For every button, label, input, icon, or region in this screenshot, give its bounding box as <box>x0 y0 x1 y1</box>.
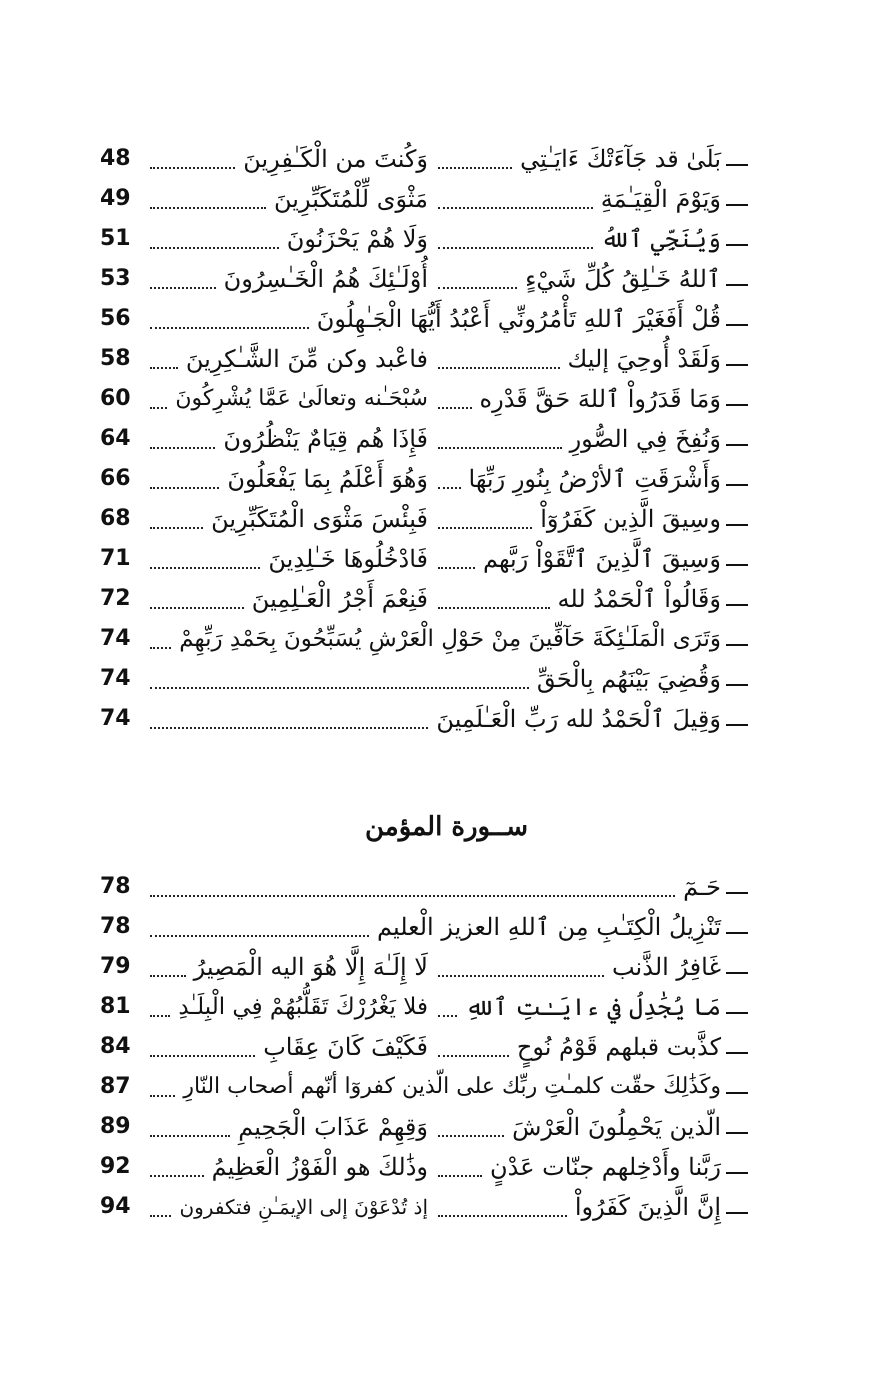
entry-text: وَيَوْمَ الْقِيَـٰمَةِ <box>600 185 721 213</box>
entry-text: تَنْزِيلُ الْكِتَـٰبِ مِن ٱللهِ العزيز الْعليم <box>377 913 721 941</box>
page-number: 56 <box>100 306 131 331</box>
entry-text: مَا يُجَٰدِلُ في ءايَـٰتِ ٱللهِ <box>465 993 721 1021</box>
page-number: 74 <box>100 666 131 691</box>
dot-leader <box>150 1175 204 1177</box>
entry-continuation: وَهُوَ أَعْلَمُ بِمَا يَفْعَلُونَ <box>227 465 428 493</box>
entry-text: رَبَّنا وأَدْخِلهم جنّات عَدْنٍ <box>490 1153 721 1181</box>
entry-continuation: وَلَا هُمْ يَحْزَنُونَ <box>286 225 428 253</box>
dot-leader <box>438 607 550 609</box>
entry-text: غَافِرُ الذَّنب <box>611 953 721 981</box>
entry-text: وَتَرَى الْمَلَـٰئِكَةَ حَآفِّينَ مِنْ حَوْلِ الْعَرْشِ يُسَبِّحُونَ بِحَمْدِ رَبِّهِمْ <box>179 626 721 652</box>
dash-marker <box>726 204 748 206</box>
page-number: 58 <box>100 346 131 371</box>
entry-continuation: وَقِهِمْ عَذَابَ الْجَحِيمِ <box>238 1113 428 1141</box>
dash-marker <box>726 524 748 526</box>
section-one-list <box>0 140 893 740</box>
dash-marker <box>726 1212 748 1214</box>
entry-continuation: فاعْبد وكن مِّنَ الشَّـٰكِرِينَ <box>185 345 428 373</box>
entry-continuation: فَإِذَا هُم قِيَامٌ يَنْظُرُونَ <box>223 425 428 453</box>
entry-continuation: أُوْلَـٰئِكَ هُمُ الْخَـٰسِرُونَ <box>223 265 428 293</box>
dot-leader <box>438 1015 457 1017</box>
dot-leader <box>438 247 593 249</box>
entry-text: وسِيقَ الَّذِين كَفَرُوٓاْ <box>540 505 721 533</box>
dash-marker <box>726 164 748 166</box>
list-item <box>0 260 893 300</box>
list-item <box>0 1068 893 1108</box>
dot-leader <box>150 567 260 569</box>
dash-marker <box>726 1052 748 1054</box>
page-number: 64 <box>100 426 131 451</box>
entry-continuation: فَكَيْفَ كَانَ عِقَابِ <box>263 1033 428 1061</box>
list-item <box>0 580 893 620</box>
dash-marker <box>726 1092 748 1094</box>
dot-leader <box>438 1135 504 1137</box>
page-number: 74 <box>100 706 131 731</box>
dot-leader <box>150 647 171 649</box>
page-number: 68 <box>100 506 131 531</box>
entry-text: قُلْ أَفَغَيْرَ ٱللهِ تَأْمُرُونِّي أَعْبُدُ أَيُّهَا الْجَـٰهِلُونَ <box>316 305 721 333</box>
list-item <box>0 948 893 988</box>
list-item <box>0 500 893 540</box>
list-item <box>0 140 893 180</box>
list-item <box>0 1188 893 1228</box>
dot-leader <box>438 167 512 169</box>
list-item <box>0 180 893 220</box>
dot-leader <box>438 407 472 409</box>
dot-leader <box>150 687 529 689</box>
dash-marker <box>726 444 748 446</box>
list-item <box>0 660 893 700</box>
entry-text: وَقَالُواْ ٱلْحَمْدُ لله <box>557 585 721 613</box>
dash-marker <box>726 1172 748 1174</box>
entry-text: الّذين يَحْمِلُونَ الْعَرْشَ <box>512 1113 721 1141</box>
dot-leader <box>150 895 675 897</box>
page-number: 87 <box>100 1074 131 1099</box>
list-item <box>0 540 893 580</box>
dash-marker <box>726 244 748 246</box>
page-number: 94 <box>100 1194 131 1219</box>
dash-marker <box>726 684 748 686</box>
entry-text: ٱللهُ خَـٰلِقُ كُلِّ شَيْءٍ <box>525 265 721 293</box>
entry-text: إِنَّ الَّذِينَ كَفَرُواْ <box>574 1193 721 1221</box>
dot-leader <box>150 1055 255 1057</box>
entry-continuation: فلا يَغْرُرْكَ تَقَلُّبُهُمْ فِي الْبِلَـٰدِ <box>178 994 428 1020</box>
dot-leader <box>150 935 369 937</box>
entry-continuation: مَثْوَى لِّلْمُتَكَبِّرِينَ <box>274 185 428 213</box>
page-number: 49 <box>100 186 131 211</box>
dash-marker <box>726 644 748 646</box>
page-number: 84 <box>100 1034 131 1059</box>
page-number: 81 <box>100 994 131 1019</box>
dash-marker <box>726 364 748 366</box>
list-item <box>0 380 893 420</box>
entry-text: وكَذَٰلِكَ حقّت كلمـٰتِ ربِّك على الّذين كفروٓا أنّهم أصحاب النّارِ <box>183 1074 721 1099</box>
entry-text: وَقِيلَ ٱلْحَمْدُ لله رَبِّ الْعَـٰلَمِينَ <box>436 705 721 733</box>
page-number: 71 <box>100 546 131 571</box>
dash-marker <box>726 1132 748 1134</box>
list-item <box>0 300 893 340</box>
list-item <box>0 908 893 948</box>
dash-marker <box>726 892 748 894</box>
entry-continuation: فَبِئْسَ مَثْوَى الْمُتَكَبِّرِينَ <box>211 505 428 533</box>
dot-leader <box>438 207 593 209</box>
entry-text: وَسِيقَ ٱلَّذِينَ ٱتَّقَوْاْ رَبَّهم <box>482 545 721 573</box>
entry-continuation: لَا إِلَـٰهَ إِلَّا هُوَ اليه الْمَصِيرُ <box>193 953 428 981</box>
dot-leader <box>438 287 517 289</box>
list-item <box>0 460 893 500</box>
dash-marker <box>726 972 748 974</box>
dash-marker <box>726 724 748 726</box>
list-item <box>0 1028 893 1068</box>
dot-leader <box>150 975 186 977</box>
dot-leader <box>150 487 219 489</box>
page-number: 92 <box>100 1154 131 1179</box>
dot-leader <box>438 1055 509 1057</box>
dash-marker <box>726 1012 748 1014</box>
entry-text: وَنُفِخَ فِي الصُّورِ <box>569 425 721 453</box>
section-two-list <box>0 868 893 1228</box>
entry-continuation: إذ تُدْعَوْنَ إلى الإيمَـٰنِ فتكفرون <box>179 1195 428 1219</box>
dot-leader <box>150 1135 230 1137</box>
dash-marker <box>726 404 748 406</box>
entry-text: حَـمٓ <box>683 873 721 901</box>
dot-leader <box>150 1095 175 1097</box>
dot-leader <box>150 247 279 249</box>
dot-leader <box>438 1175 482 1177</box>
dot-leader <box>438 367 560 369</box>
list-item <box>0 868 893 908</box>
page-number: 78 <box>100 874 131 899</box>
entry-text: وَأَشْرَقَتِ ٱلأرْضُ بِنُورِ رَبِّهَا <box>468 465 721 493</box>
list-item <box>0 220 893 260</box>
dot-leader <box>150 407 167 409</box>
dot-leader <box>150 207 266 209</box>
entry-text: كذَّبت قبلهم قَوْمُ نُوحٍ <box>516 1033 721 1061</box>
entry-text: وَيُنَجِّي ٱللهُ <box>600 225 721 253</box>
dot-leader <box>150 727 428 729</box>
entry-text: وَقُضِيَ بَيْنَهُم بِالْحَقِّ <box>536 665 721 693</box>
page-number: 48 <box>100 146 131 171</box>
entry-continuation: وَكُنتَ من الْكَـٰفِرِينَ <box>243 145 428 173</box>
dash-marker <box>726 604 748 606</box>
dot-leader <box>150 607 244 609</box>
dot-leader <box>438 527 532 529</box>
dot-leader <box>150 167 235 169</box>
dot-leader <box>438 567 475 569</box>
list-item <box>0 1148 893 1188</box>
dot-leader <box>150 1015 170 1017</box>
page-number: 72 <box>100 586 131 611</box>
entry-text: بَلَىٰ قد جَآءَتْكَ ءَايَـٰتِي <box>520 145 721 173</box>
dot-leader <box>150 327 309 329</box>
page-number: 79 <box>100 954 131 979</box>
list-item <box>0 1108 893 1148</box>
dot-leader <box>438 975 604 977</box>
dash-marker <box>726 484 748 486</box>
page-number: 74 <box>100 626 131 651</box>
dash-marker <box>726 564 748 566</box>
dot-leader <box>150 367 178 369</box>
page-number: 78 <box>100 914 131 939</box>
page-number: 60 <box>100 386 131 411</box>
list-item <box>0 620 893 660</box>
list-item <box>0 988 893 1028</box>
dash-marker <box>726 932 748 934</box>
entry-text: وَمَا قَدَرُواْ ٱللهَ حَقَّ قَدْرِه <box>479 385 721 413</box>
dot-leader <box>150 447 215 449</box>
list-item <box>0 420 893 460</box>
entry-text: وَلَقَدْ أُوحِيَ إليك <box>567 345 721 373</box>
page-number: 66 <box>100 466 131 491</box>
dot-leader <box>150 527 203 529</box>
dot-leader <box>150 1215 171 1217</box>
page-number: 53 <box>100 266 131 291</box>
dot-leader <box>150 287 216 289</box>
dash-marker <box>726 284 748 286</box>
list-item <box>0 700 893 740</box>
entry-continuation: فَادْخُلُوهَا خَـٰلِدِينَ <box>268 545 428 573</box>
dash-marker <box>726 324 748 326</box>
page-number: 89 <box>100 1114 131 1139</box>
dot-leader <box>438 447 562 449</box>
dot-leader <box>438 1215 567 1217</box>
entry-continuation: وذَٰلكَ هو الْفَوْزُ الْعَظِيمُ <box>211 1153 428 1181</box>
entry-continuation: سُبْحَـٰنه وتعالَىٰ عَمَّا يُشْرِكُونَ <box>175 386 428 411</box>
dot-leader <box>438 487 461 489</box>
surah-heading: ســورة المؤمن <box>364 812 528 842</box>
page-number: 51 <box>100 226 131 251</box>
list-item <box>0 340 893 380</box>
entry-continuation: فَنِعْمَ أَجْرُ الْعَـٰلِمِينَ <box>251 585 428 613</box>
